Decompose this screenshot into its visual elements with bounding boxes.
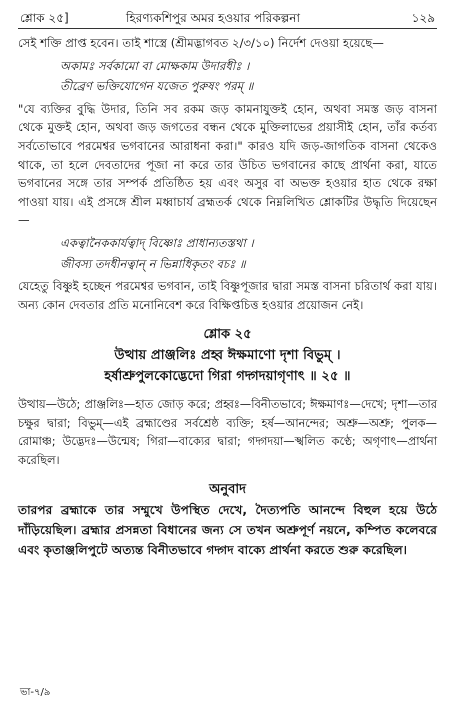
page-number: ১২৯ (411, 11, 435, 25)
header-rule (18, 28, 437, 29)
quoted-verse-line-1: অকামঃ সর্বকামো বা মোক্ষকাম উদারধীঃ । (60, 58, 250, 73)
word-meanings: উত্থায়—উঠে; প্রাঞ্জলিঃ—হাত জোড় করে; প্রহ্বঃ—বিনীতভাবে; ঈক্ষমাণঃ—দেখে; দৃশা—তার চক্ষুর দ্বারা; বিভুম্—এই ব্রহ্মাণ্ডের সর্বশ্রেষ্ঠ ব্যক্তি; হর্ষ—আনন্দের; অশ্রু—অশ্রু; পুলক—রোমাঞ্চ; উদ্ভেদঃ—উন্মেষ; গিরা—বাক্যের দ্বারা; গদ্গদয়া—স্খলিত কণ্ঠে; অগৃণাৎ—প্রার্থনা করেছিল। (18, 396, 437, 467)
quoted-verse2-line-1: একত্বানৈককার্যত্বাদ্ বিষ্ণোঃ প্রাধান্যতস্তথা । (60, 235, 254, 250)
header-chapter-title: হিরণ্যকশিপুর অমর হওয়ার পরিকল্পনা (126, 11, 300, 25)
footer-signature: ভা-৭/৯ (20, 687, 51, 698)
sloka-line-2: হর্ষাশ্রুপুলকোদ্ভেদো গিরা গদ্গদয়াগৃণাৎ ॥ ২৫ ॥ (104, 368, 351, 384)
quoted-verse2-line-2: জীবস্য তদধীনত্বান্ ন ভিন্নাধিকৃতং বচঃ ॥ (60, 256, 246, 271)
sloka-heading: শ্লোক ২৫ (203, 327, 252, 343)
purport-paragraph-2: যেহেতু বিষ্ণুই হচ্ছেন পরমেশ্বর ভগবান, তাই বিষ্ণুপূজার দ্বারা সমস্ত বাসনা চরিতার্থ করা যায়। অন্য কোন দেবতার প্রতি মনোনিবেশ করে বিক্ষিপ্তচিত্ত হওয়ার প্রয়োজন নেই। (18, 279, 437, 312)
sloka-line-1: উত্থায় প্রাঞ্জলিঃ প্রহ্ব ঈক্ষমাণো দৃশা বিভুম্ । (114, 347, 341, 363)
running-header (18, 9, 437, 29)
page-content (18, 34, 437, 560)
purport-paragraph-1: "যে ব্যক্তির বুদ্ধি উদার, তিনি সব রকম জড় কামনাযুক্তই হোন, অথবা সমস্ত জড় বাসনা থেকে মুক্তই হোন, অথবা জড় জগতের বন্ধন থেকে মুক্তিলাভের প্রয়াসীই হোন, তাঁর কর্তব্য সর্বতোভাবে পরমেশ্বর ভগবানের আরাধনা করা।" কারও যদি জড়-জাগতিক বাসনা থেকেও থাকে, তা হলে দেবতাদের পূজা না করে তার উচিত ভগবানের কাছে প্রার্থনা করা, যাতে ভগবানের সঙ্গে তার সম্পর্ক প্রতিষ্ঠিত হয় এবং অসুর বা অভক্ত হওয়ার হাত থেকে রক্ষা পাওয়া যায়। এই প্রসঙ্গে শ্রীল মধ্বাচার্য ব্রহ্মতর্ক থেকে নিম্নলিখিত শ্লোকটির উদ্ধৃতি দিয়েছেন— (18, 101, 437, 228)
header-verse-ref: শ্লোক ২৫] (20, 11, 69, 25)
quoted-verse-line-2: তীব্রেণ ভক্তিযোগেন যজেত পুরুষং পরম্ ॥ (60, 79, 254, 94)
translation-heading: অনুবাদ (209, 482, 246, 498)
translation-text: তারপর ব্রহ্মাকে তার সম্মুখে উপস্থিত দেখে, দৈত্যপতি আনন্দে বিহুল হয়ে উঠে দাঁড়িয়েছিল। ব্রহ্মার প্রসন্নতা বিধানের জন্য সে তখন অশ্রুপূর্ণ নয়নে, কম্পিত কলেবরে এবং কৃতাঞ্জলিপুটে অত্যন্ত বিনীতভাবে গদ্গদ বাক্যে প্রার্থনা করতে শুরু করেছিল। (18, 502, 437, 557)
intro-paragraph: সেই শক্তি প্রাপ্ত হবেন। তাই শাস্ত্রে (শ্রীমদ্ভাগবত ২/৩/১০) নির্দেশ দেওয়া হয়েছে— (18, 36, 384, 50)
